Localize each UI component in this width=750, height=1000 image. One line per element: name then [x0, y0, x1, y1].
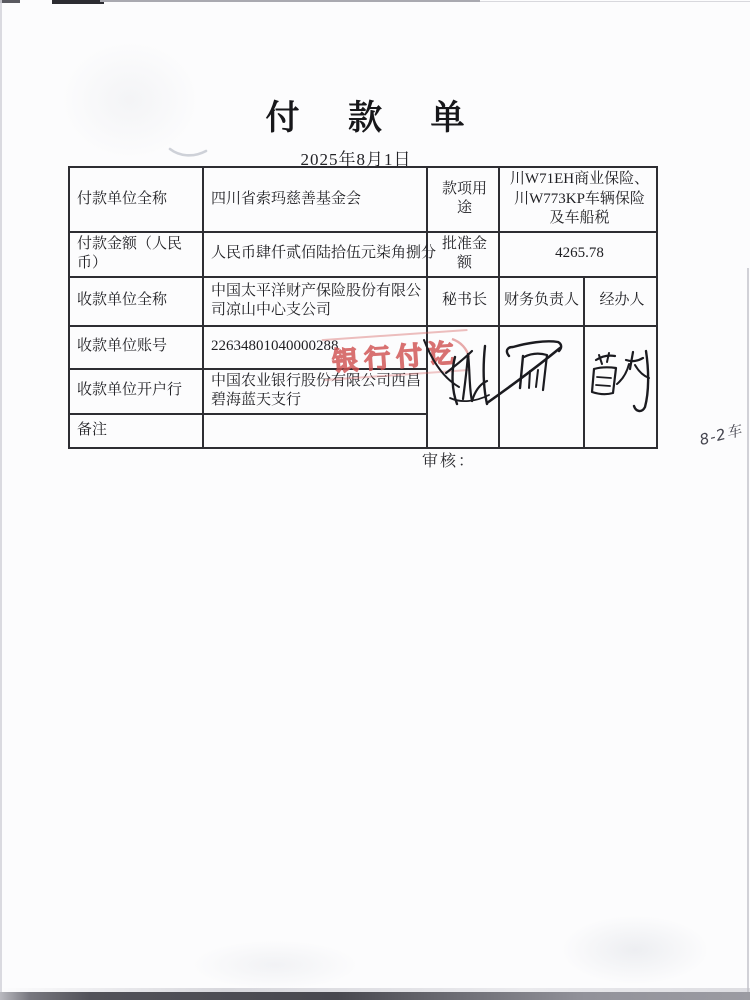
amount-words-value: 人民币肆仟贰佰陆拾伍元柒角捌分: [203, 232, 427, 277]
document-date: 2025年8月1日: [300, 150, 412, 169]
payer-name-label: 付款单位全称: [69, 167, 203, 232]
handler-signature-cell: [584, 326, 657, 448]
voucher-table: [68, 166, 658, 449]
payee-account-value: 22634801040000288: [203, 326, 427, 369]
finance-head-header: 财务负责人: [499, 277, 584, 326]
finance-head-signature-cell: [499, 326, 584, 448]
approved-amount-label: 批准金额: [427, 232, 499, 277]
payee-name-value: 中国太平洋财产保险股份有限公司凉山中心支公司: [203, 277, 427, 326]
remarks-label: 备注: [69, 414, 203, 448]
secretary-header: 秘书长: [427, 277, 499, 326]
payee-account-label: 收款单位账号: [69, 326, 203, 369]
scan-edge-top-gray: [100, 0, 480, 2]
scan-edge-top-faint: [480, 1, 750, 2]
secretary-signature-cell: [427, 326, 499, 448]
purpose-value: 川W71EH商业保险、川W773KP车辆保险及车船税: [499, 167, 657, 232]
amount-words-label: 付款金额（人民币）: [69, 232, 203, 277]
margin-note-handwriting: 8-2车: [697, 420, 745, 449]
payer-name-value: 四川省索玛慈善基金会: [203, 167, 427, 232]
bank-paid-stamp-text: 银行付讫: [331, 338, 461, 376]
scan-smudge: [560, 915, 710, 985]
approved-amount-value: 4265.78: [499, 232, 657, 277]
table-row: [69, 167, 657, 232]
scan-edge-right: [747, 268, 749, 1000]
table-row: [69, 277, 657, 326]
remarks-value: [203, 414, 427, 448]
table-row: [69, 232, 657, 277]
payee-name-label: 收款单位全称: [69, 277, 203, 326]
payee-bank-value: 中国农业银行股份有限公司西昌碧海蓝天支行: [203, 369, 427, 414]
scan-edge-bottom-soft: [0, 988, 750, 992]
purpose-label: 款项用途: [427, 167, 499, 232]
scan-smudge: [190, 940, 360, 990]
handler-header: 经办人: [584, 277, 657, 326]
payee-bank-label: 收款单位开户行: [69, 369, 203, 414]
document-title: 付 款 单: [265, 100, 485, 137]
table-row: [69, 326, 657, 369]
scan-edge-bottom-band: [0, 992, 750, 1000]
review-label: 审核：: [422, 453, 477, 470]
scan-edge-top-dark2: [52, 0, 104, 4]
scan-edge-top-dark1: [0, 0, 20, 3]
